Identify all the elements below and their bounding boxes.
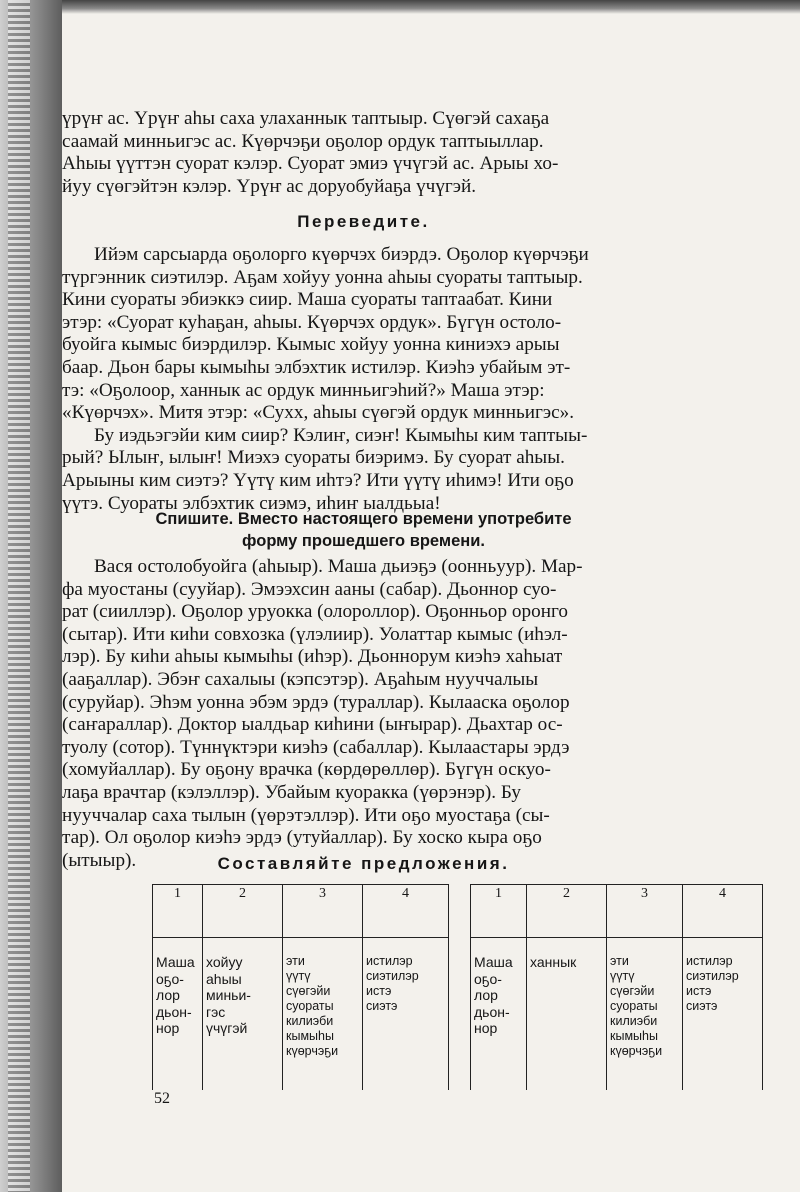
table-cell-line: күөрчэҕи: [610, 1044, 663, 1058]
table-cell-line: килиэби: [610, 1014, 658, 1028]
table-header-cell: 2: [203, 885, 283, 938]
table-header-cell: 4: [683, 885, 763, 938]
text-line: үүтэ. Суораты элбэхтик сиэмэ, иһиҥ ыалдьыа!: [62, 492, 441, 514]
text-line: Кини суораты эбиэккэ сиир. Маша суораты таптаабат. Кини: [62, 289, 553, 311]
table-cell-line: сиэтилэр: [686, 969, 739, 983]
book-spine: [0, 0, 62, 1192]
table-cell-line: сиэтилэр: [366, 969, 419, 983]
text-line: тэ: «Оҕолоор, ханнык ас ордук минньигэһий?» Маша этэр:: [62, 379, 545, 401]
table-cell-line: хойуу: [206, 954, 243, 970]
table-cell-line: ханнык: [530, 954, 577, 970]
text-line: этэр: «Суорат куһаҕан, аһыы. Күөрчэх ордук». Бүгүн остоло-: [62, 311, 562, 333]
text-line: Вася остолобуойга (аһыыр). Маша дьиэҕэ (оонньуур). Мар-: [94, 556, 583, 577]
text-line: Бу иэдьэгэйи ким сиир? Кэлиҥ, сиэҥ! Кымыһы ким таптыы-: [94, 424, 588, 446]
table-cell-line: күөрчэҕи: [286, 1044, 339, 1058]
table-cell: [363, 938, 449, 1091]
table-cell-line: гэс: [206, 1003, 226, 1020]
text-line: Арыыны ким сиэтэ? Үүтү ким иһтэ? Ити үүтү иһимэ! Ити оҕо: [62, 469, 574, 491]
exercise-table-right: [470, 884, 763, 1090]
text-line: түргэнник сиэтилэр. Аҕам хойуу уонна аһыы суораты таптыыр.: [62, 266, 583, 288]
table-cell-line: лор: [474, 987, 498, 1003]
text-block-2: [62, 244, 665, 515]
text-line: (саҥараллар). Доктор ыалдьар киһини (ыҥырар). Дьахтар ос-: [62, 714, 563, 736]
table-header-cell: 3: [607, 885, 683, 938]
table-cell-line: миньи-: [206, 987, 251, 1003]
text-line: (ытыыр).: [62, 849, 137, 871]
exercise-table-left: [152, 884, 449, 1090]
table-cell-line: сиэтэ: [366, 999, 398, 1013]
text-line: рат (сииллэр). Оҕолор уруокка (олороллор). Оҕонньор оронго: [62, 601, 568, 623]
table-cell-line: нор: [156, 1020, 180, 1036]
table-cell-line: истэ: [686, 984, 712, 998]
table-cell-line: сүөгэйи: [610, 984, 655, 998]
table-cell-line: суораты: [286, 999, 334, 1013]
text-line: буойга кымыс биэрдилэр. Кымыс хойуу уонна киниэхэ арыы: [62, 334, 560, 356]
table-cell: [471, 938, 527, 1091]
text-line: нууччалар саха тылын (үөрэтэллэр). Ити оҕо муостаҕа (сы-: [62, 804, 550, 826]
table-cell-line: үчүгэй: [206, 1020, 248, 1036]
text-line: лэр). Бу киһи аһыы кымыһы (иһэр). Дьоннорум киэһэ хаһыат: [62, 646, 563, 668]
text-line: «Күөрчэх». Митя этэр: «Сухх, аһыы сүөгэй ордук минньигэс».: [62, 402, 574, 424]
table-cell: [607, 938, 683, 1091]
table-cell-line: эти: [610, 954, 629, 968]
text-line: Ийэм сарсыарда оҕолорго күөрчэх биэрдэ. Оҕолор күөрчэҕи: [94, 244, 589, 265]
table-cell: [527, 938, 607, 1091]
table-cell-line: оҕо-: [474, 970, 502, 987]
table-cell-line: истэ: [366, 984, 392, 998]
table-cell-line: дьон-: [474, 1003, 510, 1020]
table-cell-line: Маша: [474, 954, 513, 970]
table-cell-line: кымыһы: [286, 1029, 334, 1043]
text-line: рый? Ылыҥ, ылыҥ! Миэхэ суораты биэримэ. Бу суорат аһыы.: [62, 447, 565, 469]
text-line: (хомуйаллар). Бу оҕону врачка (көрдөрөллөр). Бүгүн оскуо-: [62, 759, 551, 781]
table-cell-line: дьон-: [156, 1003, 192, 1020]
table-cell-line: сүөгэйи: [286, 984, 331, 998]
table-cell-line: нор: [474, 1020, 498, 1036]
table-cell-line: Маша: [156, 954, 195, 970]
text-line: саамай минньигэс ас. Күөрчэҕи оҕолор ордук таптыыллар.: [62, 130, 544, 152]
text-line: (ааҕаллар). Эбэҥ сахалыы (кэпсэтэр). Аҕаһым нууччалыы: [62, 668, 539, 690]
table-cell: [203, 938, 283, 1091]
text-line: лаҕа врачтар (кэлэллэр). Убайым куоракка (үөрэнэр). Бу: [62, 781, 522, 803]
text-block-1: [62, 108, 665, 198]
table-header-cell: 4: [363, 885, 449, 938]
table-header-cell: 2: [527, 885, 607, 938]
text-block-3: [62, 556, 665, 872]
page-number: 52: [154, 1090, 170, 1107]
table-header-cell: 3: [283, 885, 363, 938]
text-line: тар). Ол оҕолор киэһэ эрдэ (утуйаллар). Бу хоско кыра оҕо: [62, 827, 542, 849]
heading-copy-line: форму прошедшего времени.: [242, 532, 485, 550]
table-header-cell: 1: [153, 885, 203, 938]
text-line: йуу сүөгэйтэн кэлэр. Үрүҥ ас доруобуйаҕа үчүгэй.: [62, 175, 477, 197]
heading-copy-line: Спишите. Вместо настоящего времени употребите: [155, 510, 572, 528]
table-cell-line: килиэби: [286, 1014, 334, 1028]
table-cell-line: үүтү: [286, 969, 311, 983]
heading-compose: Составляйте предложения.: [217, 854, 510, 873]
table-cell-line: сиэтэ: [686, 999, 718, 1013]
text-line: (суруйар). Эһэм уонна эбэм эрдэ (тураллар). Кылааска оҕолор: [62, 691, 570, 713]
table-cell: [683, 938, 763, 1091]
text-line: үрүҥ ас. Үрүҥ аһы саха улаханнык таптыыр. Сүөгэй сахаҕа: [62, 108, 550, 129]
table-cell-line: оҕо-: [156, 970, 184, 987]
page-top-edge: [62, 0, 800, 14]
heading-copy: [62, 508, 665, 552]
heading-translate: Переведите.: [297, 212, 430, 231]
table-cell: [283, 938, 363, 1091]
text-line: Аһыы үүттэн суорат кэлэр. Суорат эмиэ үчүгэй ас. Арыы хо-: [62, 153, 559, 175]
table-cell-line: аһыы: [206, 970, 242, 987]
table-header-cell: 1: [471, 885, 527, 938]
table-cell-line: истилэр: [366, 954, 413, 968]
text-line: (сытар). Ити киһи совхозка (үлэлиир). Уолаттар кымыс (иһэл-: [62, 623, 568, 645]
table-cell: [153, 938, 203, 1091]
table-cell-line: истилэр: [686, 954, 733, 968]
text-line: туолу (сотор). Түннүктэри киэһэ (сабаллар). Кылаастары эрдэ: [62, 736, 570, 758]
table-cell-line: үүтү: [610, 969, 635, 983]
table-cell-line: эти: [286, 954, 305, 968]
text-line: баар. Дьон бары кымыһы элбэхтик истилэр. Киэһэ убайым эт-: [62, 356, 571, 378]
table-cell-line: суораты: [610, 999, 658, 1013]
table-cell-line: кымыһы: [610, 1029, 658, 1043]
text-line: фа муостаны (сууйар). Эмээхсин ааны (сабар). Дьоннор суо-: [62, 578, 557, 600]
table-cell-line: лор: [156, 987, 180, 1003]
